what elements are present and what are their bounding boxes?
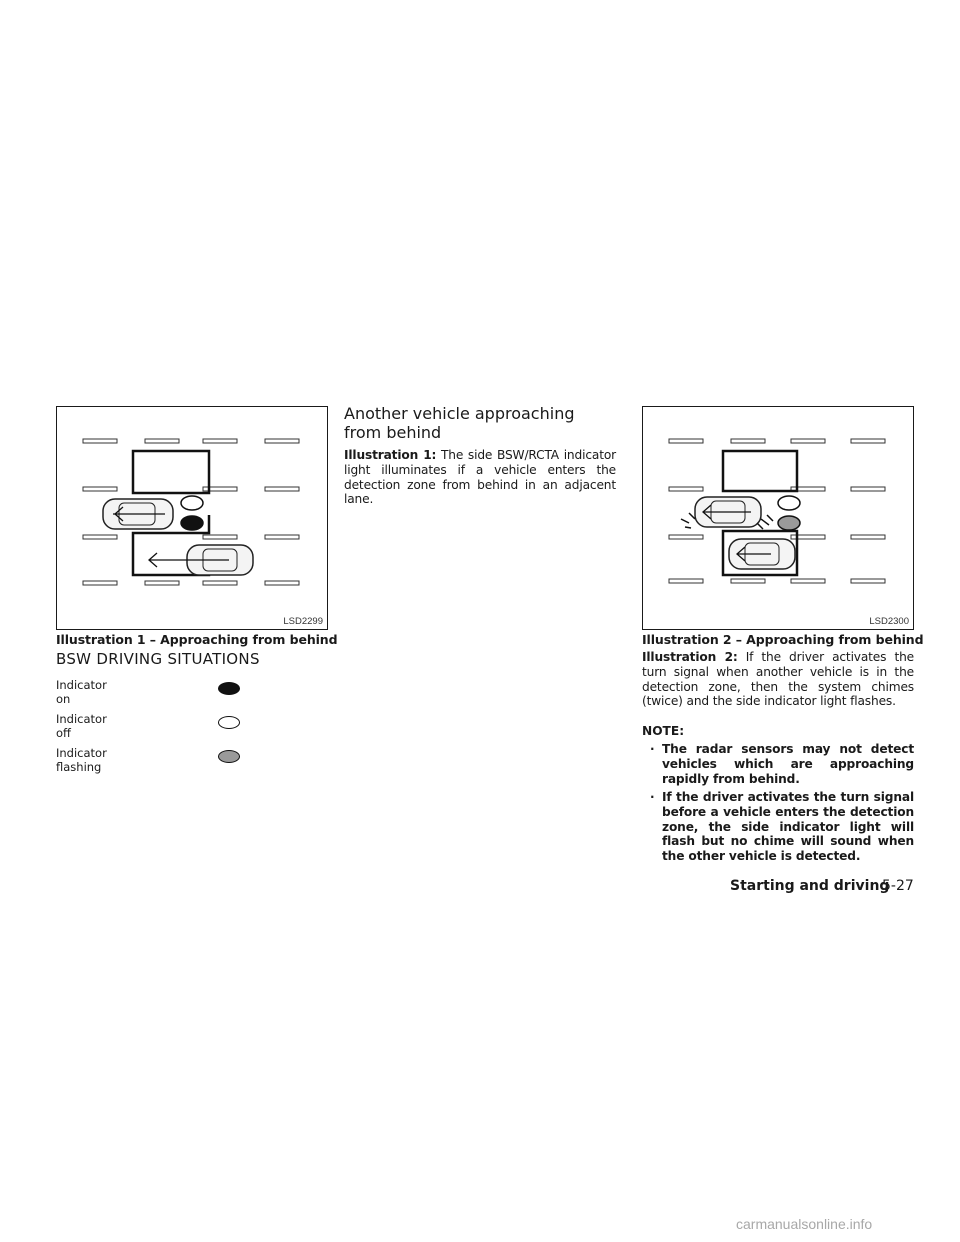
figure-2-drawing [643, 407, 915, 631]
legend-label-off: Indicator off [56, 712, 107, 740]
detection-zone-upper [133, 451, 209, 493]
illustration-1-label: Illustration 1: [344, 448, 437, 462]
legend-heading: BSW DRIVING SITUATIONS [56, 650, 260, 668]
figure-1-caption: Illustration 1 – Approaching from behind [56, 632, 338, 647]
indicator-flashing-light [778, 516, 800, 530]
detection-zone-upper [723, 451, 797, 491]
page-number: 5-27 [882, 878, 914, 894]
indicator-off-light [181, 496, 203, 510]
indicator-on-light [181, 516, 203, 530]
illustration-1-text: The side BSW/RCTA indicator light illuminates if a vehicle enters the detection zone from behind in an adjacent lane. [344, 448, 616, 507]
footer-section-title: Starting and driving [730, 878, 890, 894]
indicator-on-icon [218, 682, 240, 695]
indicator-flashing-icon [218, 750, 240, 763]
note-bullet-1: The radar sensors may not detect vehicles which are approaching rapidly from behind. [662, 742, 914, 786]
illustration-2-label: Illustration 2: [642, 650, 738, 664]
figure-2-code: LSD2300 [869, 616, 909, 627]
figure-1-drawing [57, 407, 329, 631]
own-vehicle [103, 499, 173, 529]
figure-2 [642, 406, 914, 630]
indicator-off-icon [218, 716, 240, 729]
indicator-off-light [778, 496, 800, 510]
note-bullet-2: If the driver activates the turn signal before a vehicle enters the detection zone, the side indicator light will flash but no chime will sound when the other vehicle is detected. [662, 790, 914, 864]
legend-label-on: Indicator on [56, 678, 107, 706]
legend-label-flashing: Indicator flashing [56, 746, 107, 774]
figure-1 [56, 406, 328, 630]
section-heading: Another vehicle approaching from behind [344, 404, 575, 442]
figure-1-code: LSD2299 [283, 616, 323, 627]
watermark: carmanualsonline.info [736, 1216, 873, 1232]
figure-2-caption: Illustration 2 – Approaching from behind [642, 632, 924, 647]
own-vehicle [695, 497, 761, 527]
illustration-1-paragraph [344, 448, 616, 507]
illustration-2-text: If the driver activates the turn signal when another vehicle is in the detection zone, then the system chimes (twice) and the side indicator light flashes. [642, 650, 914, 709]
approaching-vehicle [729, 539, 795, 569]
bullet-marker: · [650, 790, 655, 804]
illustration-2-paragraph [642, 650, 914, 709]
approaching-vehicle [149, 545, 253, 575]
note-title: NOTE: [642, 724, 685, 738]
bullet-marker: · [650, 742, 655, 756]
